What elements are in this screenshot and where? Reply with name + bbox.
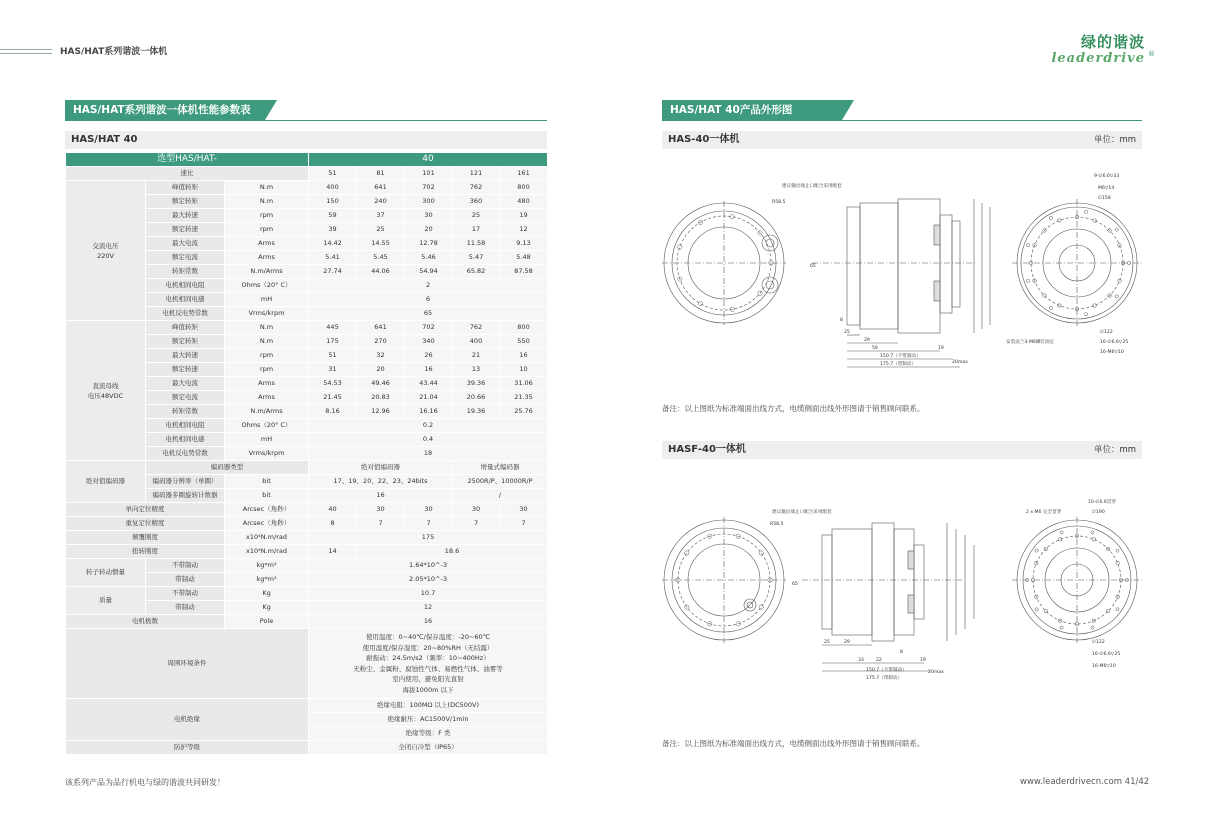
- drawing1-unit: 单位：mm: [1093, 135, 1136, 145]
- param-unit: Arcsec（角秒）: [225, 517, 309, 531]
- bolt-hole: [1084, 313, 1087, 316]
- value-cell: 18.6: [357, 545, 548, 559]
- param-name: 电机绝缘: [66, 699, 309, 741]
- value-cell: 21.45: [309, 391, 357, 405]
- label-d1: 10-∅6.6贯穿: [1088, 500, 1116, 505]
- value-cell: 702: [405, 321, 453, 335]
- bolt-hole: [1091, 531, 1094, 534]
- label-20max: 20max: [928, 670, 944, 675]
- label-59: 59: [872, 346, 878, 351]
- value-cell: 全闭自冷型（IP65）: [309, 741, 548, 755]
- param-name: 电机相间电阻: [146, 419, 225, 433]
- param-unit: N.m/Arms: [225, 405, 309, 419]
- value-cell: 8.16: [309, 405, 357, 419]
- value-cell: 54.53: [309, 377, 357, 391]
- ratio-cell: 121: [453, 167, 500, 181]
- ratio-cell: 81: [357, 167, 405, 181]
- table-row: [66, 531, 548, 545]
- value-cell: 8: [309, 517, 357, 531]
- label-d2: 2 x M6 完全贯穿: [1026, 510, 1062, 515]
- value-cell: 641: [357, 181, 405, 195]
- value-cell: 59: [309, 209, 357, 223]
- value-cell: 175: [309, 335, 357, 349]
- value-cell: 340: [405, 335, 453, 349]
- param-name: 电机极数: [66, 615, 225, 629]
- param-unit: x10⁴N.m/rad: [225, 545, 309, 559]
- value-cell: 800: [500, 321, 548, 335]
- param-name: 电机相间电感: [146, 433, 225, 447]
- param-name: 额定转速: [146, 223, 225, 237]
- ratio-cell: 161: [500, 167, 548, 181]
- param-unit: Pole: [225, 615, 309, 629]
- value-cell: 30: [453, 503, 500, 517]
- value-cell: 762: [453, 181, 500, 195]
- param-name: 峰值转矩: [146, 321, 225, 335]
- bolt-hole: [1058, 538, 1062, 542]
- ratio-cell: 51: [309, 167, 357, 181]
- value-cell: 87.58: [500, 265, 548, 279]
- value-cell: 65: [309, 307, 548, 321]
- param-name: 周围环境条件: [66, 629, 309, 699]
- bolt-hole: [1116, 561, 1120, 565]
- bolt-hole: [1027, 279, 1030, 282]
- bolt-hole: [1049, 216, 1052, 219]
- drawing2-title-bar: [662, 441, 1142, 459]
- value-cell: 0.2: [309, 419, 548, 433]
- env-line: 使用湿度/保存湿度：20~80%RH（无结露）: [362, 643, 494, 652]
- value-cell: 19: [500, 209, 548, 223]
- value-cell: 480: [500, 195, 548, 209]
- label-25: 25: [824, 640, 830, 645]
- param-name: 最大电流: [146, 377, 225, 391]
- param-unit: kg*m²: [225, 573, 309, 587]
- bolt-hole: [1060, 626, 1063, 629]
- label-d6: 16-M6▽10: [1092, 664, 1116, 669]
- label-29: 29: [844, 640, 850, 645]
- row-label: 速比: [66, 167, 309, 181]
- label-screw: 安装法兰3-M6螺钉固定: [1006, 340, 1055, 345]
- table-row: [66, 461, 548, 475]
- param-name: 电机反电势常数: [146, 447, 225, 461]
- value-cell: 绝缘等级：F 类: [309, 727, 548, 741]
- param-unit: rpm: [225, 349, 309, 363]
- param-name: 电机相间电感: [146, 293, 225, 307]
- value-cell: 20: [357, 363, 405, 377]
- group-label: 转子转动惯量: [66, 559, 146, 587]
- value-cell: 1.64*10^-3: [309, 559, 548, 573]
- label-length-brake: 175.7（带制动）: [880, 362, 917, 367]
- param-name: 最大转速: [146, 209, 225, 223]
- param-name: 带制动: [146, 573, 225, 587]
- table-row: [66, 167, 548, 181]
- value-cell: 11.58: [453, 237, 500, 251]
- label-d5: 16-∅6.6▽25: [1100, 340, 1129, 345]
- value-cell: 39.36: [453, 377, 500, 391]
- value-cell: 绝对值编码器: [309, 461, 453, 475]
- value-cell: 绝缘电阻：100MΩ 以上(DC500V): [309, 699, 548, 713]
- value-cell: 7: [500, 517, 548, 531]
- param-unit: mH: [225, 293, 309, 307]
- label-d4: ∅122: [1100, 330, 1113, 335]
- value-cell: 270: [357, 335, 405, 349]
- label-cable: 建议输出端止口配合采用配套: [782, 184, 842, 189]
- param-name: 编码器分辨率（单圈）: [146, 475, 225, 489]
- bolt-hole: [1116, 608, 1119, 611]
- value-cell: 6: [309, 293, 548, 307]
- param-name: 电机相间电阻: [146, 279, 225, 293]
- brand-logo: [1050, 33, 1155, 70]
- param-unit: rpm: [225, 363, 309, 377]
- param-unit: Kg: [225, 587, 309, 601]
- value-cell: 49.46: [357, 377, 405, 391]
- param-name: 最大电流: [146, 237, 225, 251]
- header-rule: [0, 53, 52, 54]
- param-unit: rpm: [225, 223, 309, 237]
- value-cell: 51: [309, 349, 357, 363]
- value-cell: 14.42: [309, 237, 357, 251]
- drawing1-title-bar: [662, 131, 1142, 149]
- label-65: 65: [810, 264, 816, 269]
- spec-table: [65, 152, 548, 755]
- param-name: 额定转速: [146, 363, 225, 377]
- value-cell: 12.78: [405, 237, 453, 251]
- value-cell: 增量式编码器: [453, 461, 548, 475]
- param-unit: Arms: [225, 377, 309, 391]
- param-unit: Ohms（20° C）: [225, 279, 309, 293]
- value-cell: 9.13: [500, 237, 548, 251]
- param-unit: x10⁴N.m/rad: [225, 531, 309, 545]
- param-unit: N.m: [225, 181, 309, 195]
- param-unit: kg*m²: [225, 559, 309, 573]
- bolt-hole: [1115, 295, 1118, 298]
- label-33: 33: [858, 658, 864, 663]
- drawing1-note: 备注：以上图纸为标准端面出线方式，电缆侧面出线外形图请于销售顾问联系。: [662, 404, 925, 413]
- drawing2-note: 备注：以上图纸为标准端面出线方式，电缆侧面出线外形图请于销售顾问联系。: [662, 739, 925, 748]
- value-cell: 18: [309, 447, 548, 461]
- bolt-hole: [1093, 219, 1097, 223]
- value-cell: 43.44: [405, 377, 453, 391]
- value-cell: /: [453, 489, 548, 503]
- label-d4: ∅122: [1092, 640, 1105, 645]
- param-unit: bit: [225, 489, 309, 503]
- drawing1-title: HAS-40一体机: [668, 134, 740, 145]
- bolt-hole: [759, 551, 763, 555]
- section-title-left: HAS/HAT系列谐波一体机性能参数表: [65, 100, 265, 120]
- value-cell: 31.06: [500, 377, 548, 391]
- param-unit: N.m/Arms: [225, 265, 309, 279]
- value-cell: 绝缘耐压：AC1500V/1min: [309, 713, 548, 727]
- bolt-hole: [1060, 531, 1063, 534]
- header-cell: 选型HAS/HAT-: [66, 153, 309, 167]
- param-name: 转矩常数: [146, 405, 225, 419]
- value-cell: 65.82: [453, 265, 500, 279]
- value-cell: 2: [309, 279, 548, 293]
- value-cell: 30: [500, 503, 548, 517]
- value-cell: 641: [357, 321, 405, 335]
- bolt-hole: [1093, 304, 1097, 308]
- group-label: 交流电压 220V: [66, 181, 146, 321]
- value-cell: 21.35: [500, 391, 548, 405]
- label-22: 22: [876, 658, 882, 663]
- value-cell: 17: [453, 223, 500, 237]
- param-unit: bit: [225, 475, 309, 489]
- bolt-hole: [1058, 219, 1062, 223]
- value-cell: 21.04: [405, 391, 453, 405]
- value-cell: 16: [309, 615, 548, 629]
- bolt-hole: [1091, 626, 1094, 629]
- value-cell: 12.96: [357, 405, 405, 419]
- param-unit: Arcsec（角秒）: [225, 503, 309, 517]
- value-cell: 445: [309, 321, 357, 335]
- drawing-has40: [662, 165, 1142, 385]
- value-cell: 10.7: [309, 587, 548, 601]
- group-label: 质量: [66, 587, 146, 615]
- table-row: [66, 699, 548, 713]
- value-cell: 21: [453, 349, 500, 363]
- bolt-hole: [1035, 608, 1038, 611]
- param-name: 额定电流: [146, 391, 225, 405]
- env-line: 使用温度：0~40℃/保存温度：-20~60℃: [366, 633, 490, 641]
- label-d5: 16-∅6.6▽25: [1092, 652, 1121, 657]
- param-name: 额定电流: [146, 251, 225, 265]
- bolt-hole: [1049, 306, 1052, 309]
- value-cell: 400: [453, 335, 500, 349]
- value-cell: 25: [357, 223, 405, 237]
- value-cell: 19.36: [453, 405, 500, 419]
- value-cell: 150: [309, 195, 357, 209]
- value-cell: 30: [357, 503, 405, 517]
- value-cell: 2.05*10^-3: [309, 573, 548, 587]
- value-cell: 27.74: [309, 265, 357, 279]
- label-d2: M6▽14: [1098, 186, 1115, 191]
- table-row: [66, 153, 548, 167]
- value-cell: 550: [500, 335, 548, 349]
- model-label: HAS/HAT 40: [65, 131, 547, 149]
- param-name: 带制动: [146, 601, 225, 615]
- param-name: 扭转刚度: [66, 545, 225, 559]
- group-label: 绝对值编码器: [66, 461, 146, 503]
- logo-en: leaderdrive: [1051, 51, 1145, 66]
- label-19: 19: [920, 658, 926, 663]
- drawing2-unit: 单位：mm: [1093, 445, 1136, 455]
- label-20max: 20max: [952, 360, 968, 365]
- value-cell: 16.16: [405, 405, 453, 419]
- value-cell: 16: [500, 349, 548, 363]
- value-cell: 20.83: [357, 391, 405, 405]
- label-cable: 建议输出端止口配合采用配套: [772, 510, 832, 515]
- value-cell: 800: [500, 181, 548, 195]
- label-8: 8: [840, 318, 843, 323]
- value-cell: 16: [405, 363, 453, 377]
- env-line: 无粉尘、金属粉、腐蚀性气体、易燃性气体、油雾等: [353, 664, 503, 673]
- bolt-hole: [698, 302, 702, 306]
- bolt-hole: [1092, 538, 1096, 542]
- value-cell: 5.48: [500, 251, 548, 265]
- param-unit: N.m: [225, 321, 309, 335]
- value-cell: 14: [309, 545, 357, 559]
- value-cell: 32: [357, 349, 405, 363]
- value-cell: 400: [309, 181, 357, 195]
- env-line: 耐振动：24.5m/s2（频率：10~400Hz）: [366, 654, 490, 662]
- bolt-hole: [1027, 244, 1030, 247]
- value-cell: 175: [309, 531, 548, 545]
- footer-url-page: www.leaderdrivecn.com 41/42: [1020, 777, 1150, 787]
- value-cell: 13: [453, 363, 500, 377]
- table-row: [66, 181, 548, 195]
- bolt-hole: [685, 551, 689, 555]
- param-name: 不带制动: [146, 587, 225, 601]
- bolt-hole: [1116, 549, 1119, 552]
- bolt-hole: [1035, 549, 1038, 552]
- label-d6: 16-M6▽10: [1100, 350, 1124, 355]
- param-unit: rpm: [225, 209, 309, 223]
- logo-cn: 绿的谐波: [1080, 33, 1145, 51]
- value-cell: 7: [357, 517, 405, 531]
- value-cell: 54.94: [405, 265, 453, 279]
- group-label: 直流母线 电压48VDC: [66, 321, 146, 461]
- table-row: [66, 321, 548, 335]
- label-radius: R58.5: [770, 522, 784, 527]
- value-cell: 30: [405, 209, 453, 223]
- param-name: 倾覆刚度: [66, 531, 225, 545]
- env-cell: [309, 629, 548, 699]
- bolt-hole: [678, 245, 682, 249]
- bolt-hole: [1118, 279, 1122, 283]
- param-unit: N.m: [225, 195, 309, 209]
- value-cell: 10: [500, 363, 548, 377]
- value-cell: 17、19、20、22、23、24bits: [309, 475, 453, 489]
- param-name: 编码器类型: [146, 461, 309, 475]
- label-8: 8: [900, 650, 903, 655]
- section-rule: [662, 120, 1142, 121]
- value-cell: 360: [453, 195, 500, 209]
- value-cell: 14.55: [357, 237, 405, 251]
- value-cell: 20: [405, 223, 453, 237]
- env-line: 室内使用，避免阳光直射: [392, 675, 464, 683]
- label-length-brake: 175.7（带制动）: [866, 676, 903, 681]
- drawing2-title: HASF-40一体机: [668, 444, 746, 455]
- param-name: 防护等级: [66, 741, 309, 755]
- param-unit: Ohms（20° C）: [225, 419, 309, 433]
- param-name: 额定转矩: [146, 335, 225, 349]
- bolt-hole: [759, 605, 763, 609]
- value-cell: 25.76: [500, 405, 548, 419]
- bolt-hole: [1106, 609, 1110, 613]
- table-row: [66, 615, 548, 629]
- label-radius: R58.5: [772, 200, 786, 205]
- value-cell: 30: [405, 503, 453, 517]
- value-cell: 300: [405, 195, 453, 209]
- value-cell: 37: [357, 209, 405, 223]
- param-unit: Kg: [225, 601, 309, 615]
- section-rule: [65, 120, 547, 121]
- param-name: 最大转速: [146, 349, 225, 363]
- value-cell: 0.4: [309, 433, 548, 447]
- ratio-cell: 101: [405, 167, 453, 181]
- bolt-hole: [1044, 609, 1048, 613]
- param-unit: Arms: [225, 251, 309, 265]
- value-cell: 25: [453, 209, 500, 223]
- value-cell: 702: [405, 181, 453, 195]
- label-d1: 9-∅6.6▽33: [1094, 174, 1120, 179]
- value-cell: 12: [309, 601, 548, 615]
- value-cell: 5.41: [309, 251, 357, 265]
- label-d3: ∅158: [1098, 196, 1111, 201]
- label-d3: ∅190: [1092, 510, 1105, 515]
- param-unit: Arms: [225, 391, 309, 405]
- value-cell: 40: [309, 503, 357, 517]
- section-title-right: HAS/HAT 40产品外形图: [662, 100, 842, 120]
- drawing-hasf40: [662, 495, 1142, 685]
- param-unit: Vrms/krpm: [225, 307, 309, 321]
- running-header: HAS/HAT系列谐波一体机: [60, 47, 168, 57]
- param-name: 编码器多圈旋转计数器: [146, 489, 225, 503]
- param-unit: Arms: [225, 237, 309, 251]
- label-25: 25: [844, 330, 850, 335]
- value-cell: 5.45: [357, 251, 405, 265]
- value-cell: 12: [500, 223, 548, 237]
- table-row: [66, 503, 548, 517]
- param-unit: Vrms/krpm: [225, 447, 309, 461]
- param-name: 不带制动: [146, 559, 225, 573]
- param-name: 转矩常数: [146, 265, 225, 279]
- value-cell: 16: [309, 489, 453, 503]
- logo-reg: ®: [1148, 50, 1155, 58]
- label-19: 19: [938, 346, 944, 351]
- param-name: 电机反电势常数: [146, 307, 225, 321]
- value-cell: 20.66: [453, 391, 500, 405]
- bolt-hole: [1043, 294, 1047, 298]
- value-cell: 762: [453, 321, 500, 335]
- value-cell: 26: [405, 349, 453, 363]
- table-row: [66, 559, 548, 573]
- header-rule: [0, 49, 52, 50]
- value-cell: 44.06: [357, 265, 405, 279]
- param-name: 重复定位精度: [66, 517, 225, 531]
- table-row: [66, 629, 548, 699]
- label-length-nobrake: 150.7（不带制动）: [866, 668, 907, 673]
- value-cell: 7: [405, 517, 453, 531]
- value-cell: 240: [357, 195, 405, 209]
- label-65: 65: [792, 582, 798, 587]
- table-row: [66, 587, 548, 601]
- value-cell: 7: [453, 517, 500, 531]
- header-cell: 40: [309, 153, 548, 167]
- value-cell: 2500R/P、10000R/P: [453, 475, 548, 489]
- value-cell: 5.46: [405, 251, 453, 265]
- label-29: 29: [864, 338, 870, 343]
- value-cell: 39: [309, 223, 357, 237]
- table-row: [66, 545, 548, 559]
- param-unit: N.m: [225, 335, 309, 349]
- env-line: 海拔1000m 以下: [402, 685, 454, 694]
- bolt-hole: [1084, 210, 1087, 213]
- value-cell: 5.47: [453, 251, 500, 265]
- table-row: [66, 741, 548, 755]
- param-name: 额定转矩: [146, 195, 225, 209]
- footer-left: 该系列产品为品行机电与绿的谐波共同研发！: [65, 778, 225, 787]
- bolt-hole: [1115, 228, 1118, 231]
- value-cell: 31: [309, 363, 357, 377]
- param-unit: mH: [225, 433, 309, 447]
- param-name: 峰值转矩: [146, 181, 225, 195]
- param-name: 单向定位精度: [66, 503, 225, 517]
- label-length-nobrake: 150.7（不带制动）: [880, 354, 921, 359]
- table-row: [66, 517, 548, 531]
